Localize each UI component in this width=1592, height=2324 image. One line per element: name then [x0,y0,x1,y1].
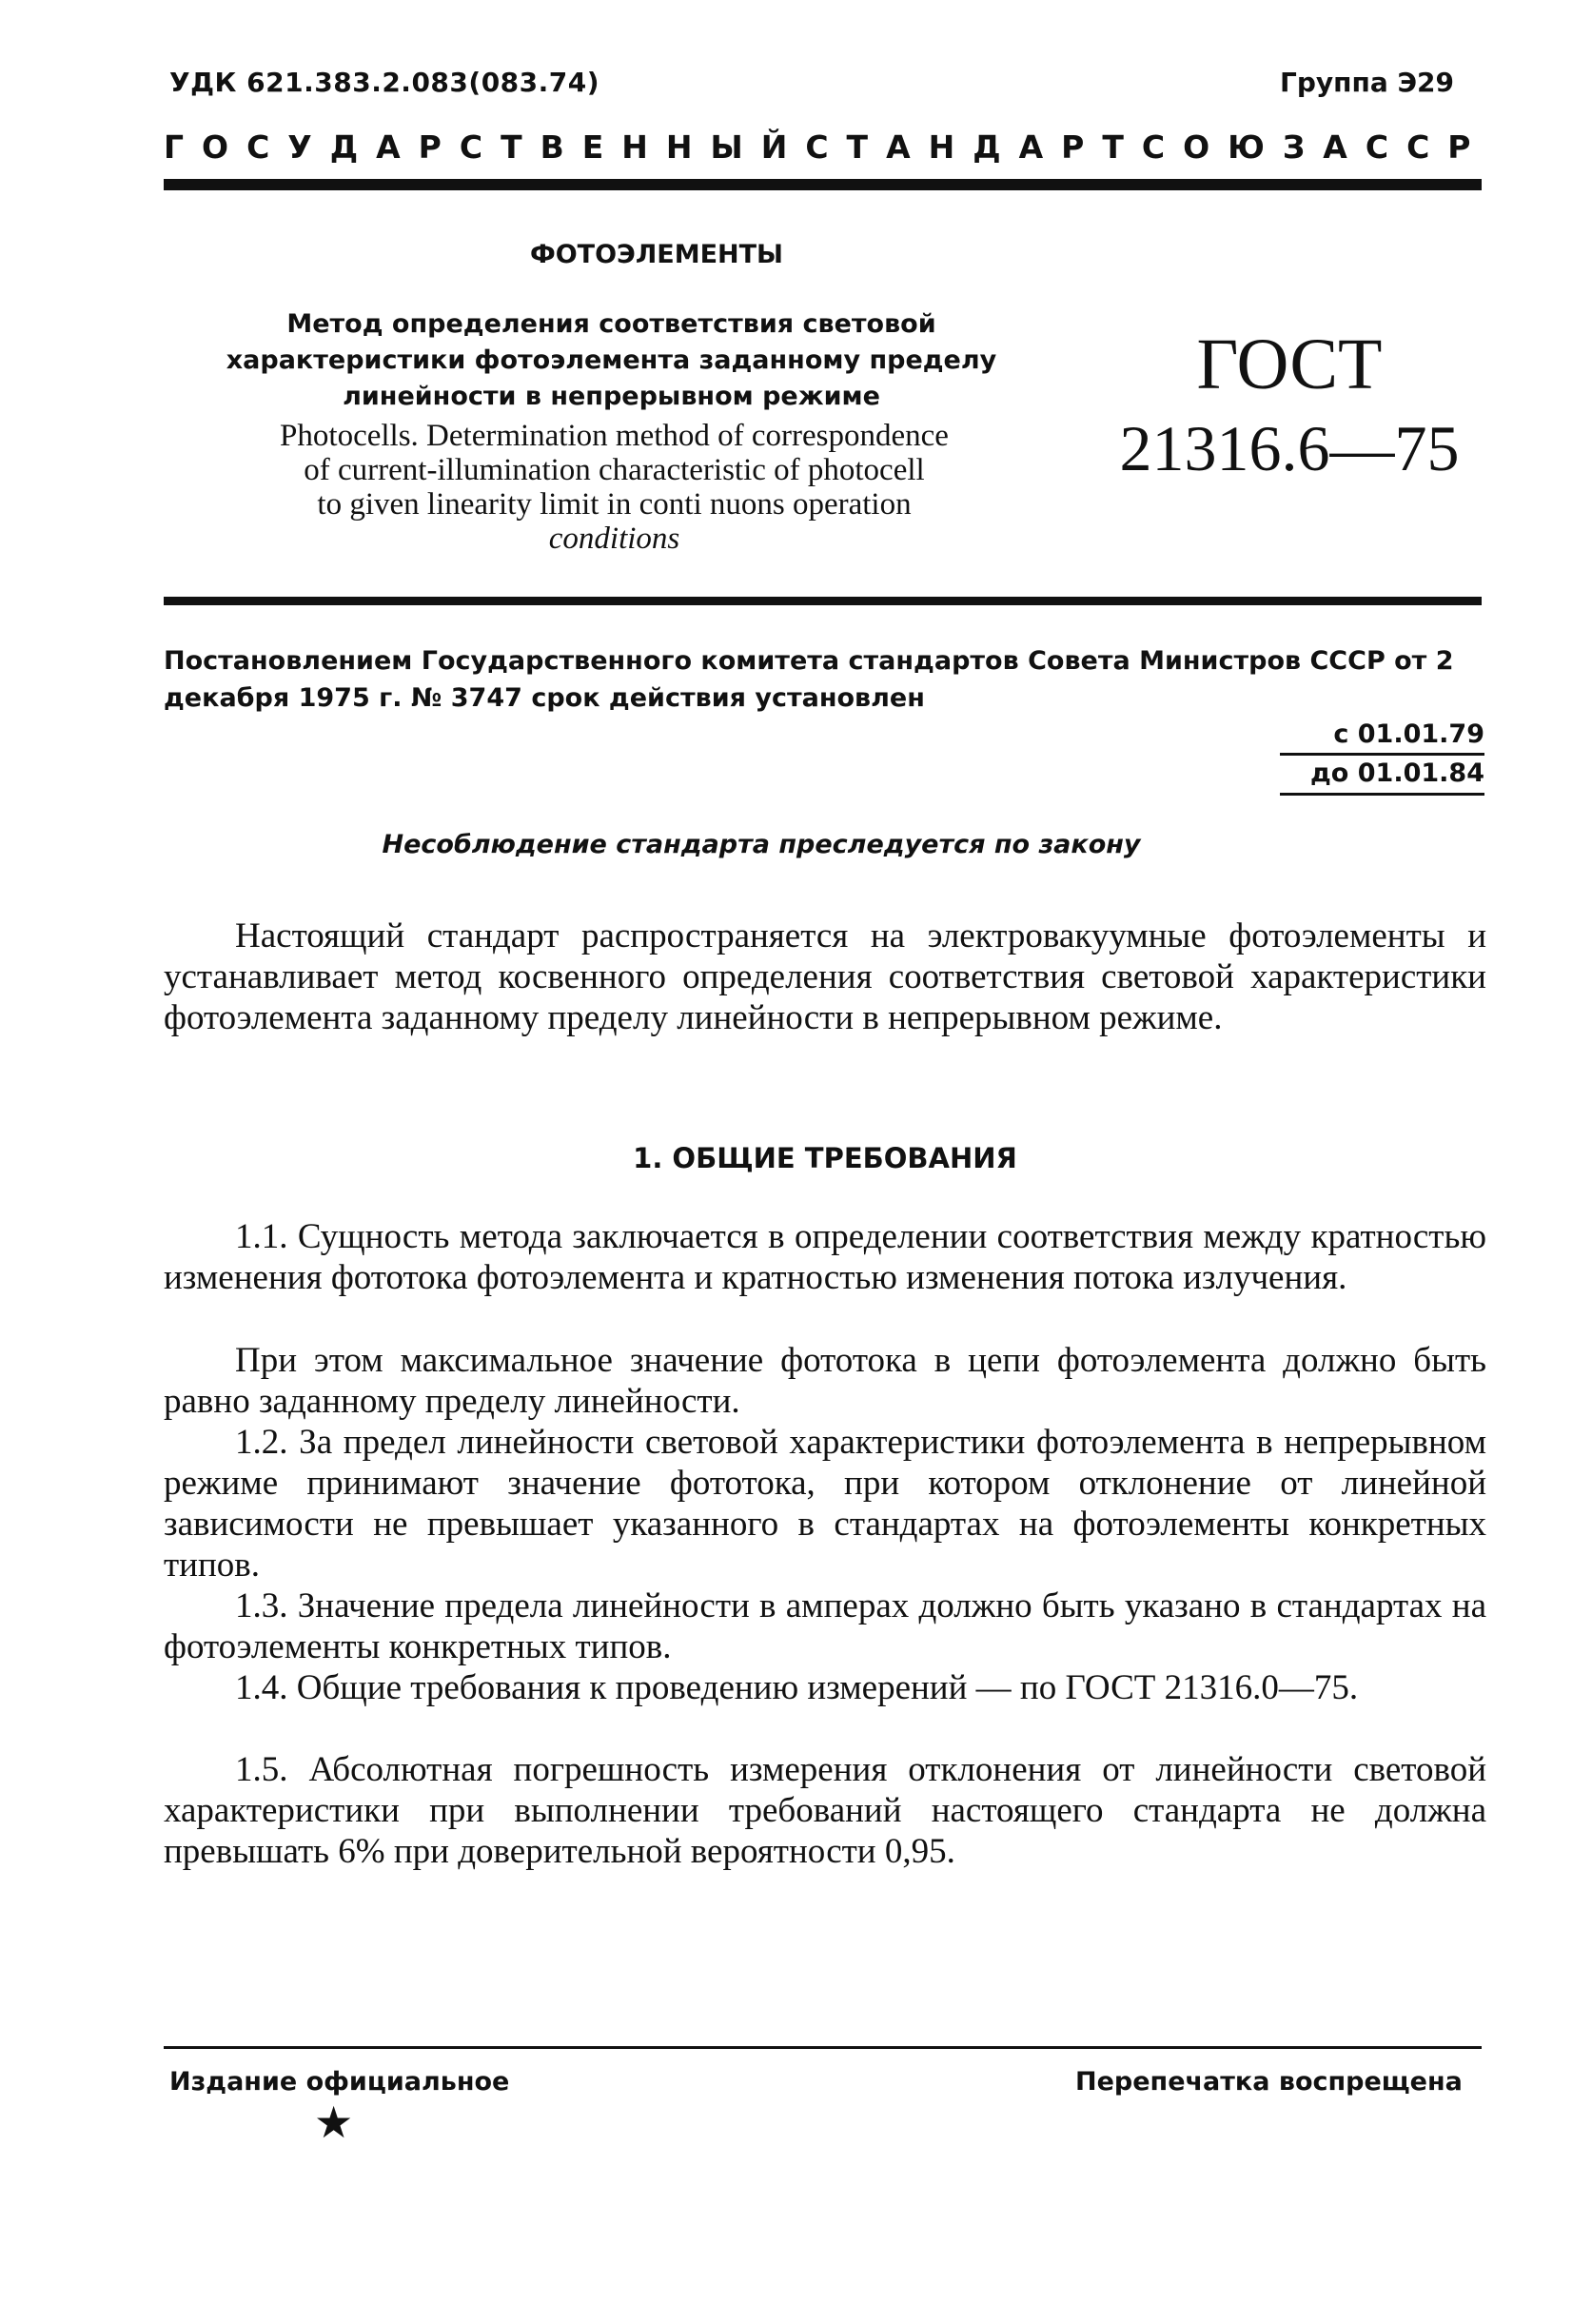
official-edition-label: Издание официальное [169,2067,510,2097]
star-icon: ★ [314,2098,354,2147]
decree-text: Постановлением Государственного комитета стандартов Совета Министров СССР от 2 декабря 1975 г. № 3747 срок действия установлен [164,646,1454,713]
clause-1-5: 1.5. Абсолютная погрешность измерения отклонения от линейности световой характеристики при выполнении требований настоящего стандарта не должна превышать 6% при доверительной вероятности 0,95. [164,1750,1486,1871]
date-underline [1280,793,1484,796]
banner-word: СТАНДАРТ [805,128,1142,166]
valid-from-date: с 01.01.79 [1333,719,1484,749]
subtitle-line: to given linearity limit in conti nuons operation [317,487,912,522]
document-title: ФОТОЭЛЕМЕНТЫ [529,240,784,269]
title-divider [164,597,1482,605]
subtitle-line: of current-illumination characteristic of photocell [304,453,925,487]
clause-1-3: 1.3. Значение предела линейности в амперах должно быть указано в стандартах на фотоэлементы конкретных типов. [164,1586,1486,1666]
subtitle-line: Метод определения соответствия световой [286,309,936,339]
valid-to-date: до 01.01.84 [1310,758,1484,788]
standard-banner [164,128,1488,166]
clause-1-4: 1.4. Общие требования к проведению измерений — по ГОСТ 21316.0—75. [235,1668,1359,1707]
subtitle-line: conditions [548,522,680,556]
subtitle-line: Photocells. Determination method of correspondence [280,419,949,453]
russian-subtitle [195,306,1028,415]
subtitle-line: линейности в непрерывном режиме [343,382,880,411]
date-underline [1280,753,1484,756]
gost-number: 21316.6—75 [1119,412,1460,484]
subtitle-line: характеристики фотоэлемента заданному пределу [226,345,997,375]
banner-word: ССР [1365,128,1489,166]
english-subtitle [188,419,1040,556]
section-heading: 1. ОБЩИЕ ТРЕБОВАНИЯ [633,1142,1017,1174]
reprint-prohibited-label: Перепечатка воспрещена [1075,2067,1463,2097]
gost-label: ГОСТ [1196,325,1383,404]
footer-divider [164,2046,1482,2049]
header-divider [164,179,1482,190]
banner-word: ГОСУДАРСТВЕННЫЙ [164,128,806,166]
clause-1-1-continued: При этом максимальное значение фототока в цепи фотоэлемента должно быть равно заданному пределу линейности. [164,1341,1486,1421]
banner-word: СОЮЗА [1141,128,1366,166]
clause-1-2: 1.2. За предел линейности световой характеристики фотоэлемента в непрерывном режиме принимают значение фототока, при котором отклонение от линейной зависимости не превышает указанного в стандартах на фотоэлементы конкретных типов. [164,1423,1486,1585]
intro-paragraph: Настоящий стандарт распространяется на электровакуумные фотоэлементы и устанавливает метод косвенного определения соответствия световой характеристики фотоэлемента заданному пределу линейности в непрерывном режиме. [164,916,1486,1037]
udk-code: УДК 621.383.2.083(083.74) [169,67,600,98]
compliance-notice: Несоблюдение стандарта преследуется по закону [382,830,1141,859]
clause-1-1: 1.1. Сущность метода заключается в определении соответствия между кратностью изменения фототока фотоэлемента и кратностью изменения потока излучения. [164,1217,1486,1297]
group-code: Группа Э29 [1280,67,1454,98]
